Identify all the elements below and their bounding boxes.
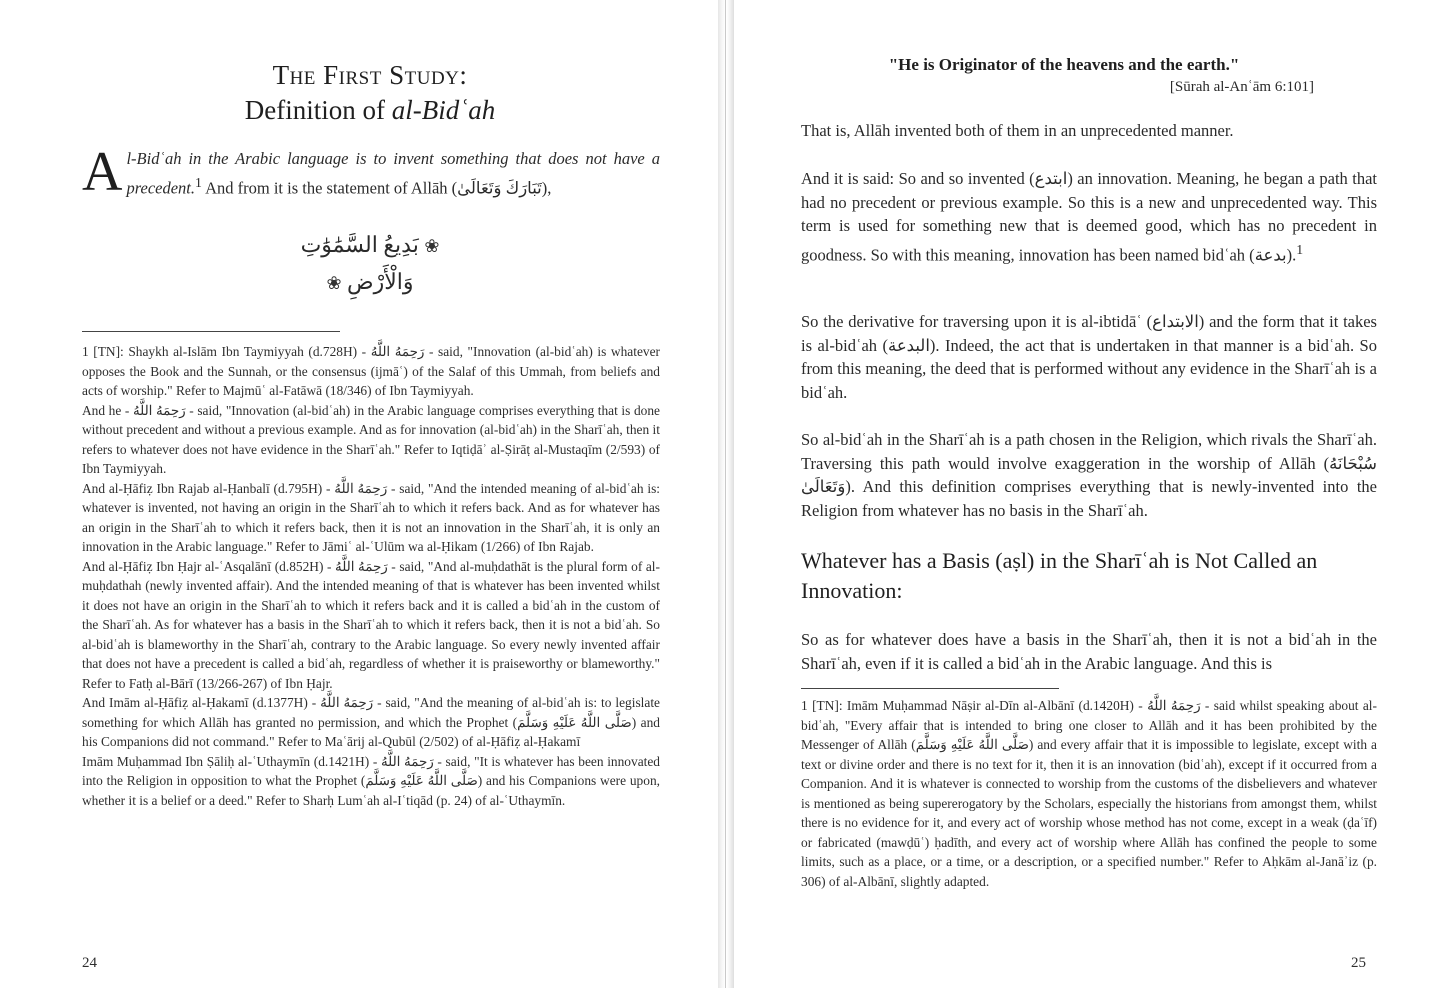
ornament-left-icon: ❀ bbox=[424, 236, 440, 256]
body-paragraph bbox=[801, 428, 1377, 522]
quote-reference: [Sūrah al-Anʿām 6:101] bbox=[1169, 79, 1314, 95]
page-number: 25 bbox=[1351, 955, 1366, 971]
intro-text: l-Bidʿah in the Arabic language is to invent something that does not have a precedent. bbox=[126, 149, 660, 198]
body-paragraph bbox=[801, 119, 1377, 143]
paragraph-text-span: And it is said: So and so invented (ابتدع) an innovation. Meaning, he began a path that had no precedent or previous example. So this is a new and unprecedented way. This term is used for something new that is deemed good, which has no precedent in goodness. So with this meaning, innovation has been named bidʿah (بدعة). bbox=[801, 169, 1377, 264]
quote-text: "He is Originator of the heavens and the earth." bbox=[888, 55, 1240, 74]
left-page bbox=[0, 0, 718, 988]
footnote-paragraph: And al-Ḥāfiẓ Ibn Ḥajr al-ʿAsqalānī (d.852H) - رَحِمَهُ اللَّهُ - said, "And al-muḥdathāt is the plural form of al-muḥdathah (newly invented affair). And the intended meaning of that is whatever has been invented whilst it does not have an origin in the Sharīʿah to which it refers back and it is called a bidʿah in the custom of the Sharīʿah. As for whatever has a basis in the Sharīʿah to which it refers back, then it is not a bidʿah. So al-bidʿah is blameworthy in the Sharīʿah, contrary to the Arabic language. So every newly invented affair that does not have a precedent is called a bidʿah, regardless of whether it is praiseworthy or blameworthy." Refer to Fatḥ al-Bārī (13/266-267) of Ibn Ḥajr. bbox=[82, 558, 660, 691]
footnote-divider bbox=[801, 688, 1059, 689]
chapter-title-prefix: Definition of bbox=[244, 95, 392, 125]
body-paragraph bbox=[801, 628, 1377, 675]
paragraph-text bbox=[801, 167, 1377, 267]
quranic-verse bbox=[265, 227, 475, 294]
footnote-paragraph: And al-Ḥāfiẓ Ibn Rajab al-Ḥanbalī (d.795H) - رَحِمَهُ اللَّهُ - said, "And the intended meaning of al-bidʿah is: whatever is invented, not having an origin in the Sharīʿah to which it refers back. And as for whatever has an origin in the Sharīʿah to which it refers back, then it is not an innovation in the Sharīʿah, it is only an innovation in the Arabic language." Refer to Jāmiʿ al-ʿUlūm wa al-Ḥikam (1/266) of Ibn Rajab. bbox=[82, 480, 660, 554]
paragraph-text: So as for whatever does have a basis in the Sharīʿah, then it is not a bidʿah in the Sharīʿah, even if it is called a bidʿah in the Arabic language. And this is bbox=[801, 630, 1377, 673]
chapter-title-line1: The First Study: bbox=[272, 60, 468, 90]
intro-paragraph bbox=[82, 141, 660, 203]
paragraph-text: So al-bidʿah in the Sharīʿah is a path chosen in the Religion, which rivals the Sharīʿah. Traversing this path would involve exaggeration in the worship of Allāh (سُبْحَانَهُ وَتَعَالَىٰ). And this definition comprises everything that is newly-invented into the Religion from whatever has no basis in the Sharīʿah. bbox=[801, 430, 1377, 520]
verse-translation bbox=[814, 53, 1314, 97]
paragraph-text: That is, Allāh invented both of them in an unprecedented manner. bbox=[801, 121, 1234, 140]
section-heading: Whatever has a Basis (aṣl) in the Sharīʿah is Not Called an Innovation: bbox=[801, 548, 1318, 603]
footnotes bbox=[801, 696, 1377, 891]
body-paragraph bbox=[801, 167, 1377, 267]
footnote-paragraph: And he - رَحِمَهُ اللَّهُ - said, "Innovation (al-bidʿah) in the Arabic language comprises everything that is done without precedent and without a previous example. And as for innovation (al-bidʿah) in the Sharīʿah, then it refers to whatever does not have evidence in the Sharīʿah." Refer to Iqtiḍāʾ al-Ṣirāṭ al-Mustaqīm (2/593) of Ibn Taymiyyah. bbox=[82, 402, 660, 476]
footnote-paragraph: 1 [TN]: Shaykh al-Islām Ibn Taymiyyah (d.728H) - رَحِمَهُ اللَّهُ - said, "Innovation (al-bidʿah) is whatever opposes the Book and the Sunnah, or the consensus (ijmāʿ) of the Salaf of this Ummah, from beliefs and acts of worship." Refer to Majmūʿ al-Fatāwā (18/346) of Ibn Taymiyyah. bbox=[82, 344, 660, 398]
right-page bbox=[734, 0, 1445, 988]
footnote-divider bbox=[82, 331, 340, 332]
ayah-arabic: بَدِيعُ السَّمَٰوَٰتِ وَالْأَرْضِ bbox=[300, 232, 419, 294]
ornament-right-icon: ❀ bbox=[326, 273, 342, 293]
book-gutter bbox=[718, 0, 734, 988]
footnote-paragraph: Imām Muḥammad Ibn Ṣāliḥ al-ʿUthaymīn (d.1421H) - رَحِمَهُ اللَّهُ - said, "It is whatever has been innovated into the Religion in opposition to what the Prophet (صَلَّى اللَّهُ عَلَيْهِ وَسَلَّمَ) and his Companions were upon, whether it is a belief or a deed." Refer to Sharḥ Lumʿah al-Iʿtiqād (p. 24) of al-ʿUthaymīn. bbox=[82, 753, 660, 808]
chapter-title-line2 bbox=[170, 92, 570, 128]
intro-text-cont: And from it is the statement of Allāh (تَبَارَكَ وَتَعَالَىٰ), bbox=[201, 178, 552, 198]
footnotes bbox=[82, 342, 660, 810]
drop-cap: A bbox=[82, 141, 123, 203]
footnote-paragraph: And Imām al-Ḥāfiẓ al-Ḥakamī (d.1377H) - رَحِمَهُ اللَّهُ - said, "And the meaning of al-bidʿah is: to legislate something for which Allāh has granted no permission, and which the Prophet (صَلَّى اللَّهُ عَلَيْهِ وَسَلَّمَ) and his Companions did not command." Refer to Maʿārij al-Qubūl (2/502) of al-Ḥāfiẓ al-Ḥakamī bbox=[82, 695, 660, 749]
footnote-paragraph: 1 [TN]: Imām Muḥammad Nāṣir al-Dīn al-Albānī (d.1420H) - رَحِمَهُ اللَّهُ - said whilst speaking about al-bidʿah, "Every affair that is intended to bring one closer to Allāh and it has been prohibited by the Messenger of Allāh (صَلَّى اللَّهُ عَلَيْهِ وَسَلَّمَ) and every affair that it is impossible to legislate, except with a text or divine order and there is no text for it, then it is an innovation (bidʿah), except if it occurred from a Companion. And it is whatever is connected to worship from the customs of the disbelievers and whatever is mentioned as being supererogatory by the Scholars, especially the historians from amongst them, whilst there is no evidence for it, and every act of worship whose method has not come, except in a weak (ḍaʿīf) or fabricated (mawḍūʿ) ḥadīth, and every act of worship where Allāh has confined the people to some limits, such as a place, or a time, or a description, or a specified number." Refer to Aḥkām al-Janāʾiz (p. 306) of al-Albānī, slightly adapted. bbox=[801, 698, 1377, 889]
paragraph-text: So the derivative for traversing upon it is al-ibtidāʿ (الابتداع) and the form that it takes is al-bidʿah (البدعة). Indeed, the act that is undertaken in that manner is a bidʿah. So from this meaning, the deed that is performed without any evidence in the Sharīʿah is a bidʿah. bbox=[801, 312, 1377, 402]
page-number: 24 bbox=[82, 955, 97, 971]
chapter-title bbox=[170, 58, 570, 128]
footnote-marker: 1 bbox=[1296, 241, 1304, 257]
body-paragraph bbox=[801, 310, 1377, 404]
chapter-title-italic: al-Bidʿah bbox=[391, 95, 496, 125]
footnote-marker: 1 bbox=[195, 175, 202, 190]
